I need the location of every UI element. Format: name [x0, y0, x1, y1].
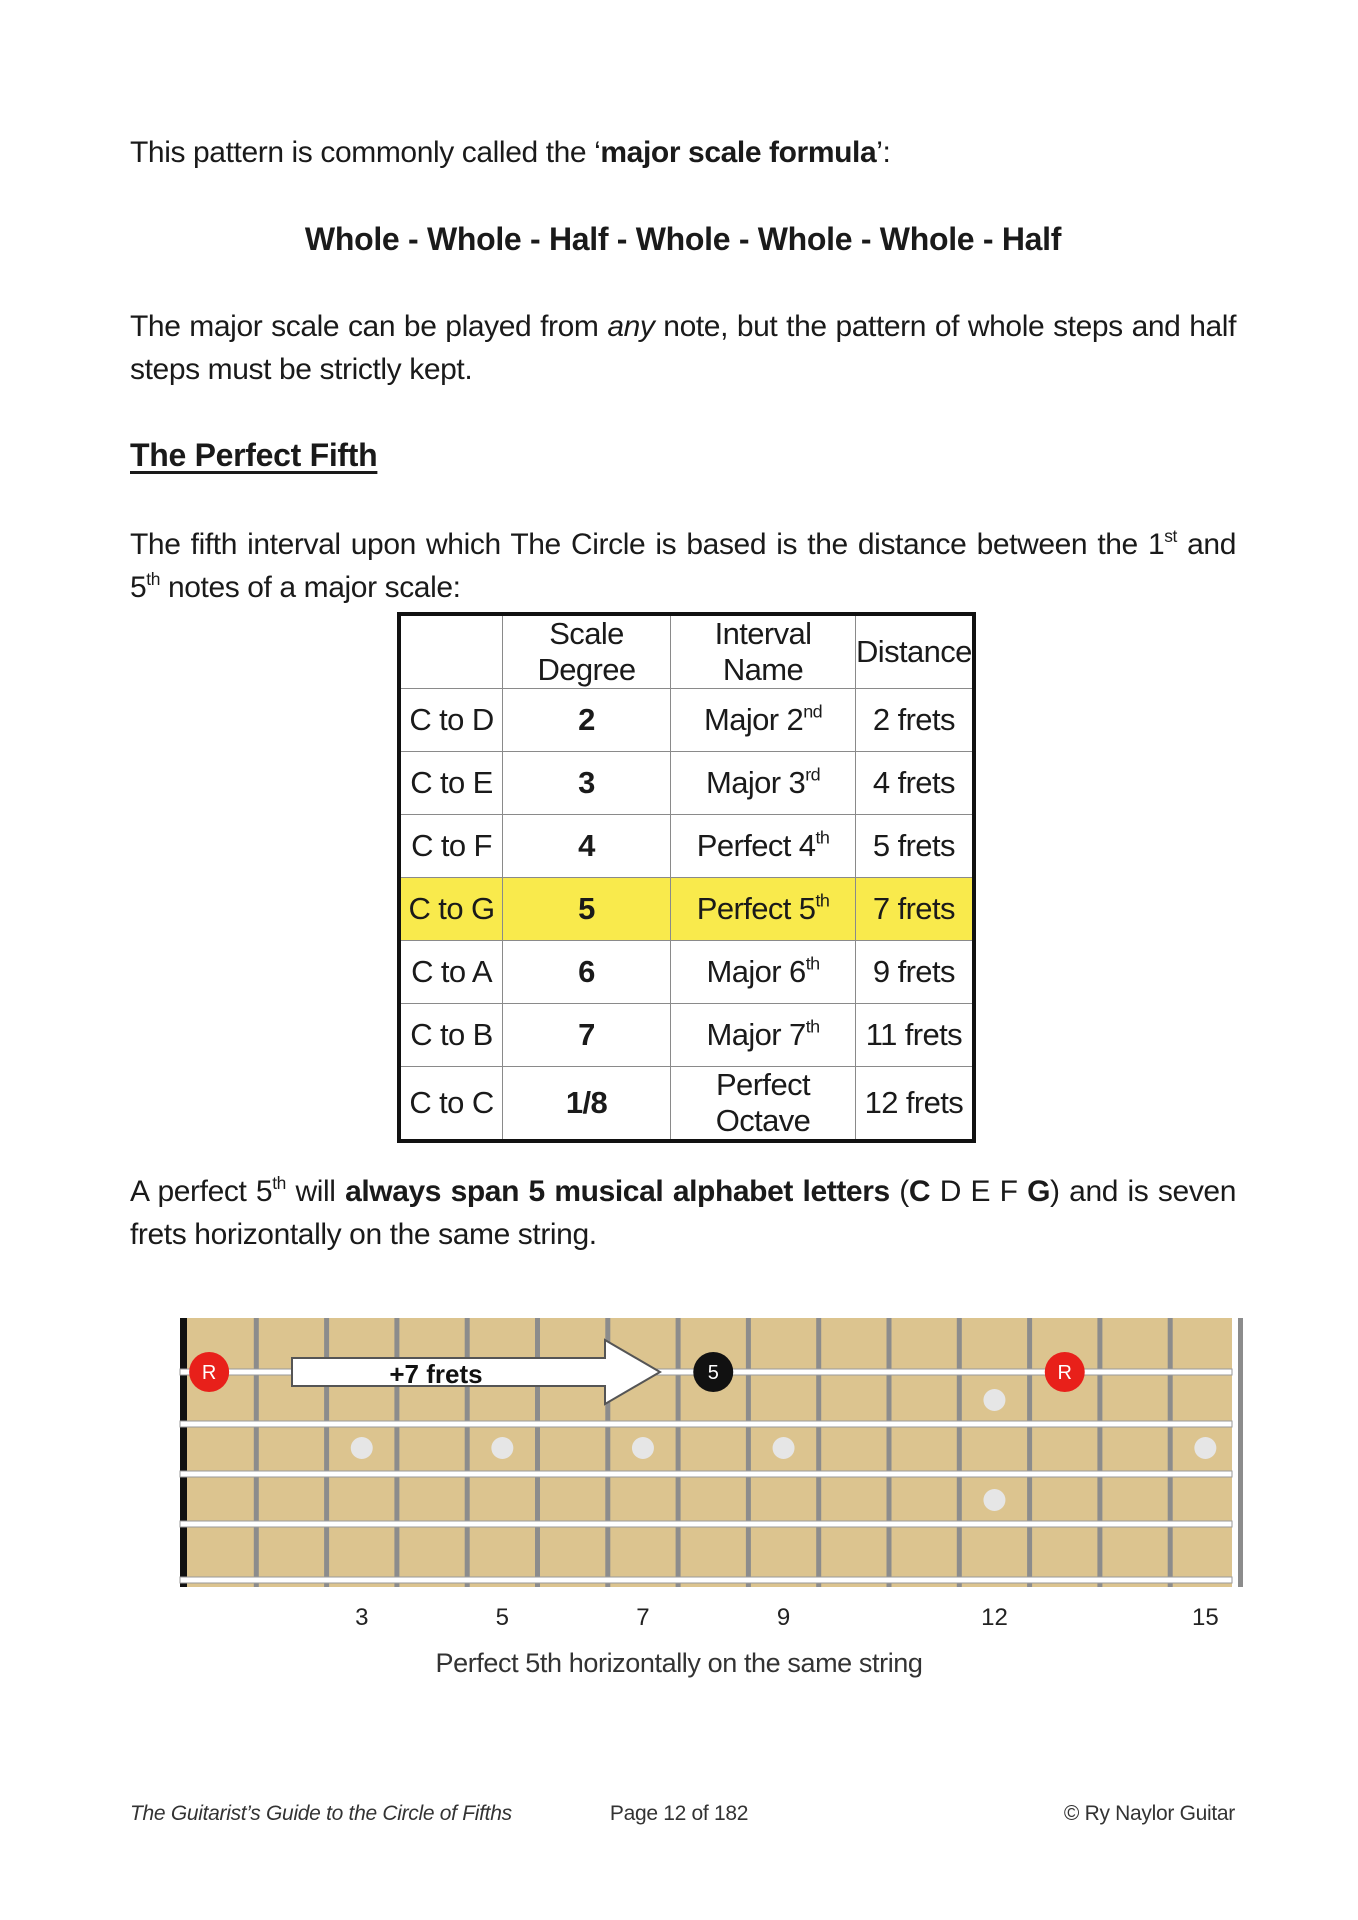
cell-distance-text: 4 frets [872, 765, 955, 800]
cell-scale-degree-text: 4 [578, 828, 595, 863]
cell-scale-degree-text: 6 [578, 954, 595, 989]
cell-distance-text: 11 frets [865, 1017, 963, 1052]
cell-interval-name-text: Major 3 [706, 765, 806, 800]
fret-inlay-dot [1194, 1437, 1216, 1459]
para4-bold-g: G [1027, 1175, 1051, 1208]
guitar-string [180, 1471, 1232, 1477]
para3-sup-th: th [146, 568, 161, 589]
para4-text: A perfect 5 [130, 1175, 273, 1208]
footer-copyright: © Ry Naylor Guitar [1063, 1802, 1235, 1825]
fret-wire [1168, 1318, 1173, 1587]
para2-text: The major scale can be played from [130, 310, 608, 343]
para4-text-4: ) and is seven frets horizontally on the same string. [130, 1175, 1236, 1251]
cell-interval-name-text: Major 7 [706, 1017, 806, 1052]
cell-scale-degree-text: 5 [578, 891, 595, 926]
interval-ordinal-suffix: th [815, 827, 830, 848]
interval-ordinal-suffix: nd [803, 701, 822, 722]
interval-ordinal-suffix: th [815, 890, 830, 911]
fret-inlay-dot [351, 1437, 373, 1459]
para4-bold: always span 5 musical alphabet letters [345, 1175, 890, 1208]
fret-number-label: 5 [495, 1604, 510, 1631]
fretboard-nut [180, 1318, 187, 1587]
fifth-note-marker-label: 5 [707, 1362, 719, 1384]
cell-scale-degree-text: 1/8 [565, 1085, 608, 1120]
cell-interval-name-text: Major 2 [704, 702, 804, 737]
fret-inlay-dot [491, 1437, 513, 1459]
arrow-label: +7 frets [389, 1359, 483, 1389]
cell-note-pair-text: C to G [408, 891, 495, 926]
cell-distance-text: 9 frets [872, 954, 955, 989]
fret-inlay-dot [632, 1437, 654, 1459]
guitar-string [180, 1521, 1232, 1527]
fret-wire [887, 1318, 892, 1587]
fret-wire [254, 1318, 259, 1587]
interval-ordinal-suffix: th [805, 1016, 820, 1037]
para2-text-end: note, but the pattern of whole steps and half steps must be strictly kept. [130, 310, 1236, 386]
cell-note-pair-text: C to F [411, 828, 492, 863]
fret-wire [676, 1318, 681, 1587]
para3-text-3: notes of a major scale: [160, 571, 461, 604]
fret-number-label: 7 [636, 1604, 650, 1631]
fret-wire [816, 1318, 821, 1587]
fret-number-label: 9 [776, 1604, 791, 1631]
root-note-marker-label: R [201, 1362, 217, 1384]
interval-ordinal-suffix: th [805, 953, 820, 974]
fret-number-label: 3 [355, 1604, 369, 1631]
fret-wire [957, 1318, 962, 1587]
section-heading: The Perfect Fifth [130, 437, 378, 473]
octave-root-marker-label: R [1057, 1362, 1072, 1384]
cell-interval-name-text: Perfect 5 [696, 891, 816, 926]
para3-text-2: and 5 [130, 528, 1236, 604]
cell-distance-text: 12 frets [864, 1085, 964, 1120]
para4-sup-th: th [272, 1172, 286, 1193]
guitar-string [180, 1421, 1232, 1427]
para3-sup-st: st [1164, 525, 1177, 546]
fret-wire [1238, 1318, 1243, 1587]
cell-note-pair-text: C to D [409, 702, 494, 737]
fret-inlay-dot [983, 1489, 1005, 1511]
fret-wire [1097, 1318, 1102, 1587]
cell-distance-text: 5 frets [872, 828, 955, 863]
intro-text-end: ’: [876, 136, 891, 169]
table-header-cell: Scale Degree [503, 614, 671, 689]
figure-caption: Perfect 5th horizontally on the same string [435, 1648, 923, 1678]
fret-inlay-dot [983, 1389, 1005, 1411]
cell-scale-degree-text: 3 [578, 765, 595, 800]
footer-book-title: The Guitarist’s Guide to the Circle of Fifths [130, 1802, 512, 1825]
cell-scale-degree-text: 2 [578, 702, 595, 737]
fret-number-label: 12 [981, 1604, 1008, 1631]
cell-distance-text: 7 frets [872, 891, 955, 926]
intro-text: This pattern is commonly called the ‘ [130, 136, 601, 169]
fret-wire [1027, 1318, 1032, 1587]
intro-bold: major scale formula [600, 136, 877, 169]
para2-italic: any [607, 310, 655, 343]
major-scale-formula: Whole - Whole - Half - Whole - Whole - Whole - Half [304, 221, 1062, 257]
table-header-cell: Distance [856, 614, 974, 689]
cell-distance-text: 2 frets [872, 702, 955, 737]
fret-inlay-dot [773, 1437, 795, 1459]
para3-text: The fifth interval upon which The Circle is based is the distance between the 1 [130, 528, 1165, 561]
para4-text-3: ( [889, 1175, 909, 1208]
cell-interval-name-text: Perfect Octave [715, 1067, 811, 1138]
cell-interval-name-text: Perfect 4 [696, 828, 816, 863]
cell-note-pair-text: C to C [409, 1085, 494, 1120]
para4-letters: D E F [930, 1175, 1028, 1208]
para4-bold-c: C [908, 1175, 931, 1208]
fret-wire [746, 1318, 751, 1587]
cell-note-pair-text: C to B [410, 1017, 493, 1052]
fret-number-label: 15 [1191, 1604, 1219, 1631]
para4-text-2: will [285, 1175, 346, 1208]
cell-note-pair-text: C to E [410, 765, 493, 800]
footer-page-number: Page 12 of 182 [609, 1802, 749, 1825]
cell-interval-name-text: Major 6 [706, 954, 806, 989]
table-header-cell: Interval Name [671, 614, 856, 689]
cell-scale-degree-text: 7 [578, 1017, 595, 1052]
interval-ordinal-suffix: rd [805, 764, 820, 785]
cell-note-pair-text: C to A [411, 954, 492, 989]
guitar-string [180, 1577, 1232, 1583]
